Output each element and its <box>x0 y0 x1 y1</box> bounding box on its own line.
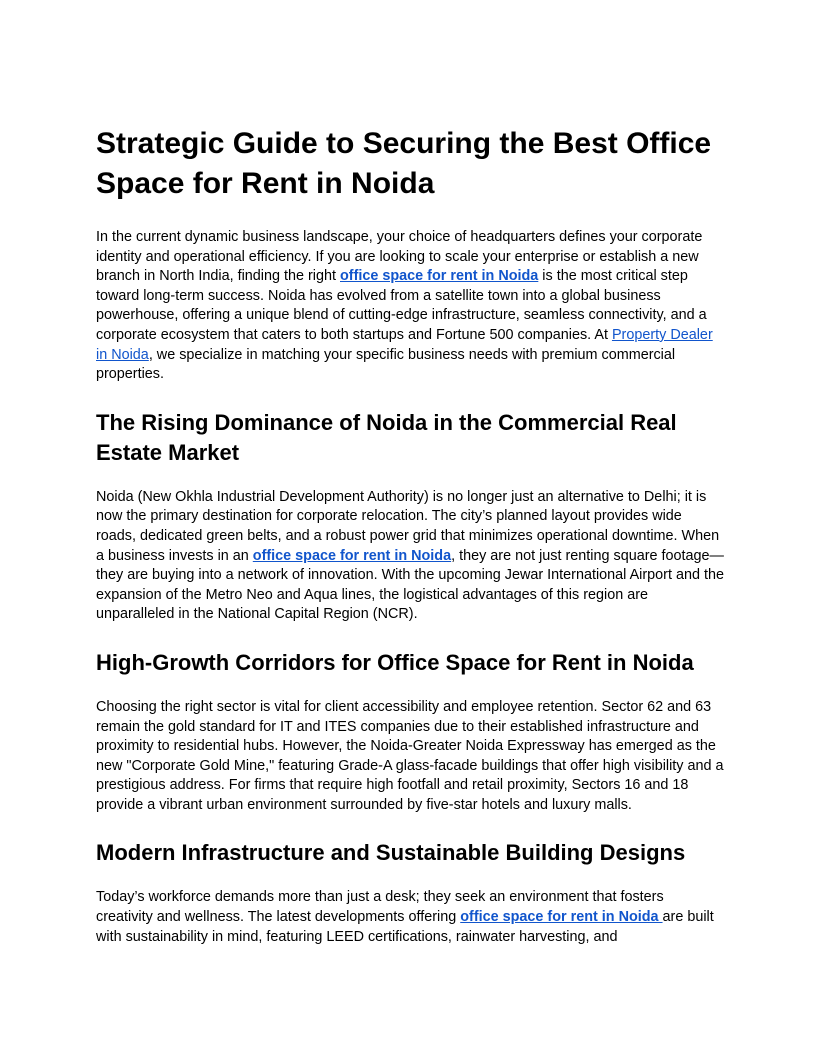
page-title: Strategic Guide to Securing the Best Office Space for Rent in Noida <box>96 127 712 200</box>
intro-paragraph <box>96 228 724 385</box>
document-page <box>96 124 724 970</box>
section1-heading: The Rising Dominance of Noida in the Commercial Real Estate Market <box>96 409 677 465</box>
intro-link-property-dealer[interactable]: Property Dealer in Noida <box>96 326 713 363</box>
section1-text-1: Noida (New Okhla Industrial Development Authority) is no longer just an alternative to Delhi; it is now the primary destination for corporate relocation. The city’s planned layout provides wide roads, dedicated green belts, and a robust power grid that minimizes operational downtime. When a business invests in an <box>96 488 720 564</box>
intro-text-3: , we specialize in matching your specific business needs with premium commercial properties. <box>96 346 676 383</box>
section1-paragraph <box>96 488 724 625</box>
section2-paragraph: Choosing the right sector is vital for client accessibility and employee retention. Sector 62 and 63 remain the gold standard for IT and ITES companies due to their established infrastructure and proximity to residential hubs. However, the Noida-Greater Noida Expressway has emerged as the new "Corporate Gold Mine," featuring Grade-A glass-facade buildings that offer high visibility and a prestigious address. For firms that require high footfall and retail proximity, Sectors 16 and 18 provide a vibrant urban environment surrounded by five-star hotels and luxury malls. <box>96 698 724 813</box>
intro-text-2: is the most critical step toward long-term success. Noida has evolved from a satellite town into a global business powerhouse, offering a unique blend of cutting-edge infrastructure, seamless connectivity, and a corporate ecosystem that caters to both startups and Fortune 500 companies. At <box>96 268 707 343</box>
section2-heading: High-Growth Corridors for Office Space for Rent in Noida <box>96 649 694 675</box>
section3-heading: Modern Infrastructure and Sustainable Building Designs <box>96 840 686 866</box>
section3-paragraph <box>96 888 724 947</box>
intro-link-office-space[interactable]: office space for rent in Noida <box>340 268 539 285</box>
section3-text-2: are built with sustainability in mind, featuring LEED certifications, rainwater harvesting, and <box>96 909 714 945</box>
section1-text-2: , they are not just renting square footage—they are buying into a network of innovation. With the upcoming Jewar International Airport and the expansion of the Metro Neo and Aqua lines, the logistical advantages of this region are unparalleled in the National Capital Region (NCR). <box>96 547 724 623</box>
section3-text-1: Today’s workforce demands more than just a desk; they seek an environment that fosters creativity and wellness. The latest developments offering <box>96 889 664 926</box>
section1-link-office-space[interactable]: office space for rent in Noida <box>252 547 452 564</box>
intro-text-1: In the current dynamic business landscape, your choice of headquarters defines your corporate identity and operational efficiency. If you are looking to scale your enterprise or establish a new branch in North India, finding the right <box>96 229 703 285</box>
section3-link-office-space[interactable]: office space for rent in Noida <box>460 909 663 926</box>
